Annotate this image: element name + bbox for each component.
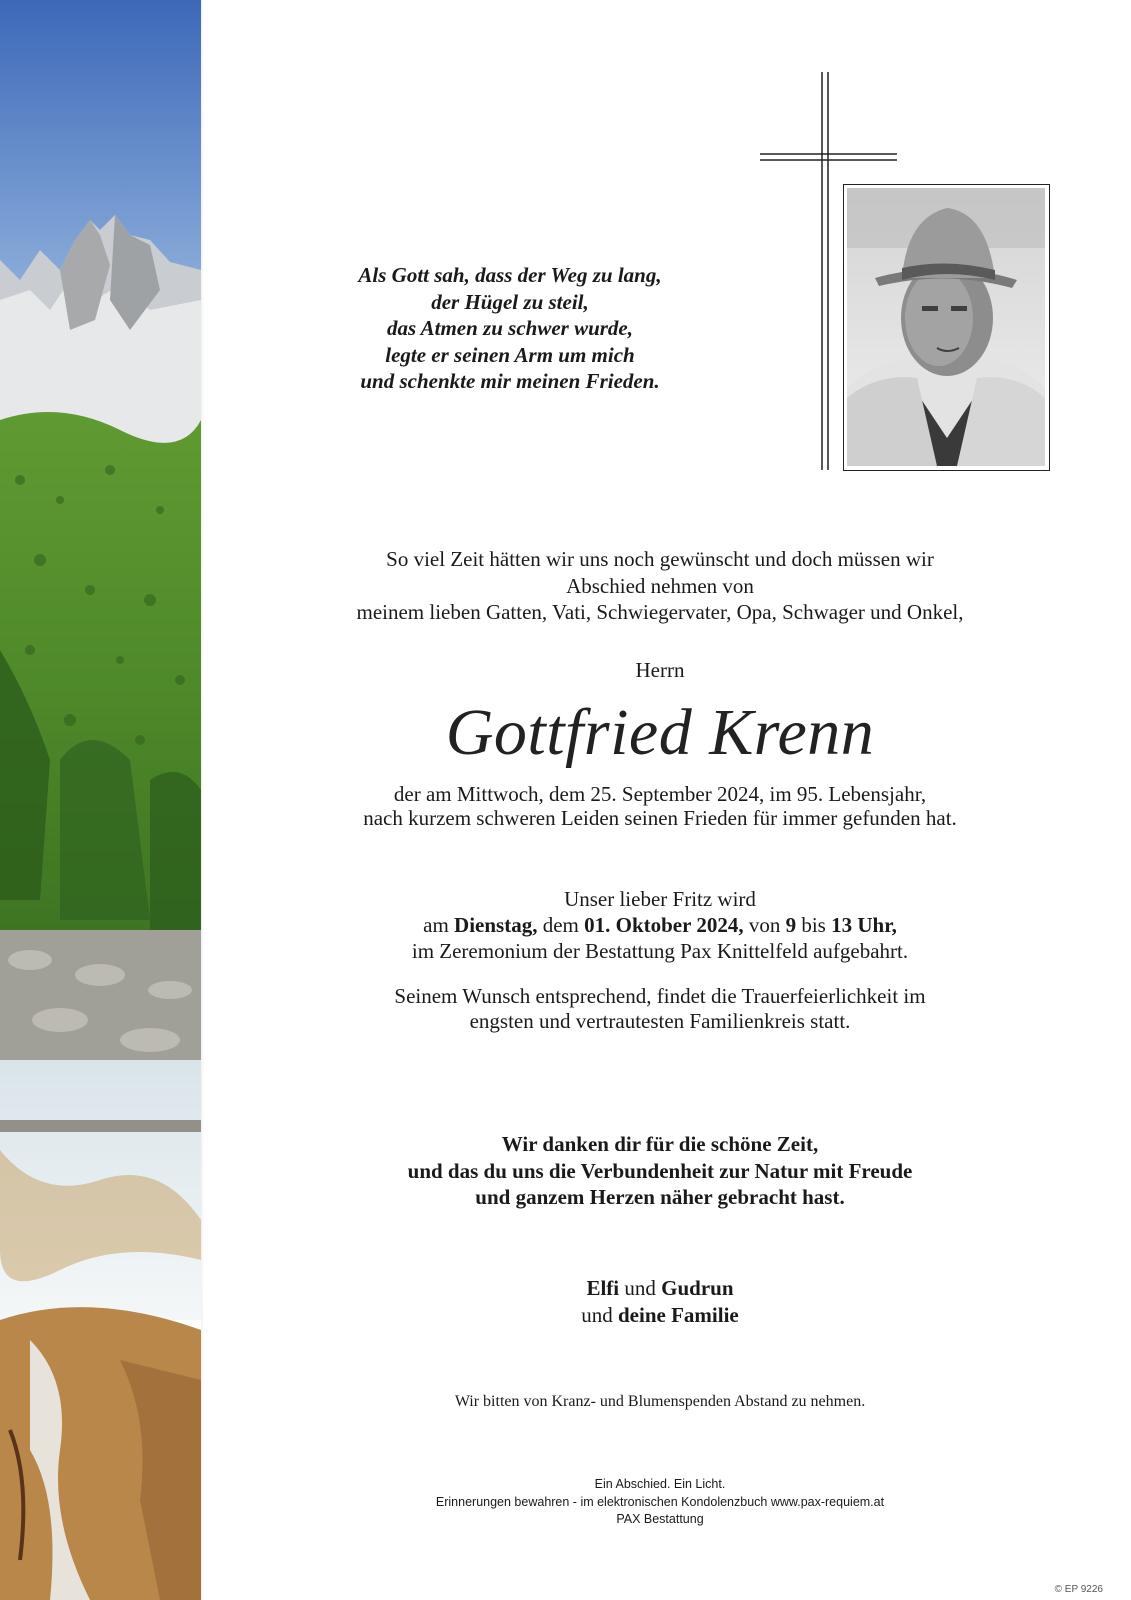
- viewing-start: 9: [785, 913, 797, 937]
- viewing-line: Unser lieber Fritz wird: [564, 887, 756, 911]
- portrait-photo: [843, 184, 1050, 471]
- poem-line: Als Gott sah, dass der Weg zu lang,: [358, 263, 662, 287]
- print-code: © EP 9226: [1054, 1584, 1103, 1595]
- ceremony-notice: [290, 984, 1030, 1034]
- signers-line: [290, 1302, 1030, 1329]
- poem-line: und schenkte mir meinen Frieden.: [360, 369, 660, 393]
- death-notice-line: der am Mittwoch, dem 25. September 2024, im 95. Lebensjahr,: [393, 782, 927, 806]
- signer-name: Gudrun: [661, 1276, 734, 1300]
- page-edge-shadow: [201, 0, 204, 1600]
- signer-family: deine Familie: [618, 1302, 739, 1327]
- ceremony-line: engsten und vertrautesten Familienkreis statt.: [469, 1009, 851, 1033]
- poem-line: das Atmen zu schwer wurde,: [386, 316, 634, 340]
- ceremony-line: Seinem Wunsch entsprechend, findet die Trauerfeierlichkeit im: [394, 984, 926, 1008]
- viewing-word: bis: [796, 913, 832, 937]
- death-notice-line: nach kurzem schweren Leiden seinen Frieden für immer gefunden hat.: [363, 806, 957, 830]
- flowers-note: Wir bitten von Kranz- und Blumenspenden Abstand zu nehmen.: [454, 1393, 866, 1410]
- footer-line: Ein Abschied. Ein Licht.: [594, 1477, 726, 1491]
- thanks-line: und ganzem Herzen näher gebracht hast.: [475, 1185, 845, 1209]
- intro-line: meinem lieben Gatten, Vati, Schwiegervater, Opa, Schwager und Onkel,: [356, 600, 964, 624]
- poem-line: der Hügel zu steil,: [431, 289, 589, 314]
- thanks-line: Wir danken dir für die schöne Zeit,: [501, 1132, 819, 1156]
- signers: [290, 1275, 1030, 1328]
- signer-name: Elfi: [586, 1276, 620, 1300]
- viewing-details: [290, 886, 1030, 964]
- footer-line: PAX Bestattung: [616, 1512, 704, 1526]
- viewing-word: am: [423, 913, 455, 937]
- poem: [300, 262, 720, 395]
- viewing-date: 01. Oktober 2024,: [584, 913, 744, 937]
- intro-line: Abschied nehmen von: [566, 573, 754, 598]
- footer-line: Erinnerungen bewahren - im elektronischen Kondolenzbuch www.pax-requiem.at: [435, 1494, 885, 1509]
- signer-word: und: [581, 1302, 618, 1327]
- signers-line: [290, 1275, 1030, 1302]
- thanks-line: und das du uns die Verbundenheit zur Natur mit Freude: [407, 1158, 913, 1183]
- intro-text: [290, 546, 1030, 626]
- viewing-line: im Zeremonium der Bestattung Pax Knittelfeld aufgebahrt.: [411, 939, 909, 963]
- thanks-message: [290, 1131, 1030, 1211]
- salutation: Herrn: [635, 658, 685, 682]
- landscape-photo-strip: [0, 0, 201, 1600]
- viewing-end: 13 Uhr,: [831, 913, 897, 937]
- signer-word: und: [619, 1276, 662, 1300]
- poem-line: legte er seinen Arm um mich: [385, 342, 635, 367]
- intro-line: So viel Zeit hätten wir uns noch gewünscht und doch müssen wir: [386, 547, 934, 571]
- death-notice: [290, 782, 1030, 830]
- footer: [290, 1476, 1030, 1529]
- viewing-day: Dienstag,: [454, 913, 538, 937]
- deceased-name: Gottfried Krenn: [445, 696, 875, 769]
- viewing-word: dem: [537, 913, 585, 937]
- viewing-date-line: [290, 912, 1030, 938]
- viewing-word: von: [743, 913, 786, 937]
